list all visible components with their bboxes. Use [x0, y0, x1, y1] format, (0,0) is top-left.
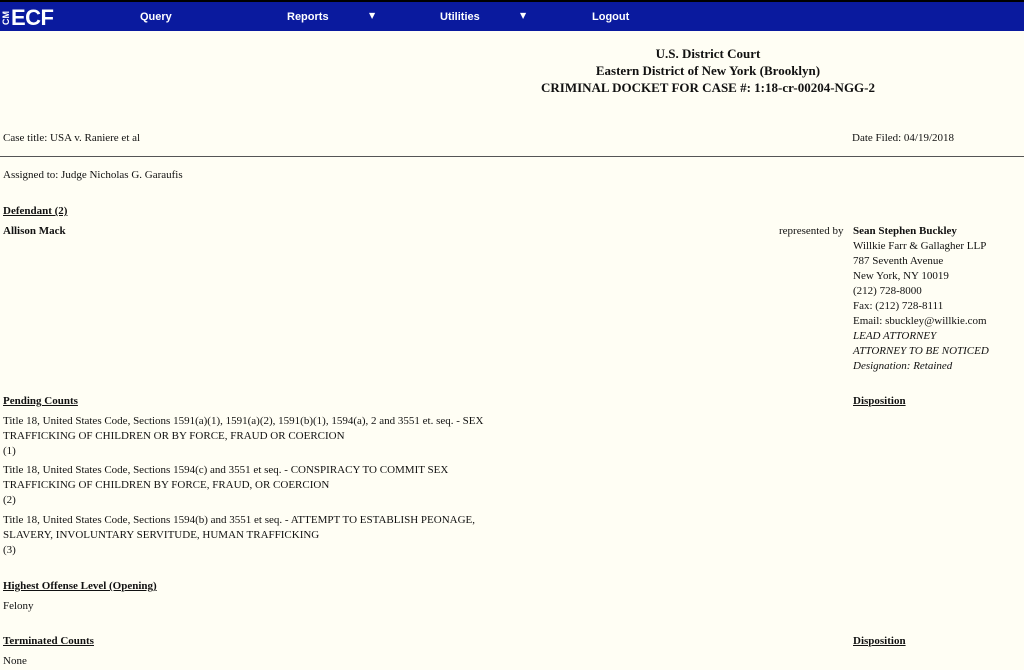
attorney-firm: Willkie Farr & Gallagher LLP — [853, 240, 987, 252]
attorney-noticed-flag: ATTORNEY TO BE NOTICED — [853, 345, 989, 357]
attorney-designation: Designation: Retained — [853, 360, 953, 372]
attorney-address-street: 787 Seventh Avenue — [853, 255, 944, 267]
attorney-address-city: New York, NY 10019 — [853, 270, 949, 282]
count-2-line-1: Title 18, United States Code, Sections 1594(c) and 3551 et seq. - CONSPIRACY TO COMMIT SEX — [3, 464, 449, 476]
top-navigation-bar — [0, 0, 1024, 31]
defendant-heading: Defendant (2) — [3, 205, 68, 217]
count-3-line-2: SLAVERY, INVOLUNTARY SERVITUDE, HUMAN TRAFFICKING — [3, 529, 320, 541]
nav-query[interactable]: Query — [140, 11, 172, 23]
court-name: U.S. District Court — [655, 46, 761, 61]
utilities-dropdown-icon[interactable]: ▼ — [520, 11, 527, 20]
logo-cm-text: CM — [1, 11, 11, 25]
count-2-number: (2) — [3, 494, 16, 506]
count-3-line-1: Title 18, United States Code, Sections 1594(b) and 3551 et seq. - ATTEMPT TO ESTABLISH PEONAGE, — [3, 514, 476, 526]
attorney-fax: Fax: (212) 728-8111 — [853, 300, 944, 312]
attorney-phone: (212) 728-8000 — [853, 285, 922, 297]
nav-logout[interactable]: Logout — [592, 11, 630, 23]
nav-utilities[interactable]: Utilities — [440, 11, 480, 23]
offense-level-value: Felony — [3, 600, 34, 612]
pending-counts-heading: Pending Counts — [3, 395, 78, 407]
cm-ecf-logo[interactable] — [2, 5, 54, 31]
nav-reports[interactable]: Reports — [287, 11, 329, 23]
date-filed: Date Filed: 04/19/2018 — [852, 132, 955, 144]
court-district: Eastern District of New York (Brooklyn) — [595, 63, 821, 78]
pending-disposition-heading: Disposition — [853, 395, 906, 407]
terminated-counts-heading: Terminated Counts — [3, 635, 94, 647]
terminated-counts-value: None — [3, 655, 27, 667]
count-2-line-2: TRAFFICKING OF CHILDREN BY FORCE, FRAUD, OR COERCION — [3, 479, 330, 491]
defendant-name: Allison Mack — [3, 225, 66, 237]
case-title: Case title: USA v. Raniere et al — [3, 132, 141, 144]
header-divider — [0, 156, 1024, 157]
count-3-number: (3) — [3, 544, 16, 556]
terminated-disposition-heading: Disposition — [853, 635, 906, 647]
reports-dropdown-icon[interactable]: ▼ — [369, 11, 376, 20]
count-1-number: (1) — [3, 445, 16, 457]
count-1-line-2: TRAFFICKING OF CHILDREN OR BY FORCE, FRAUD OR COERCION — [3, 430, 345, 442]
offense-level-heading: Highest Offense Level (Opening) — [3, 580, 157, 592]
attorney-name: Sean Stephen Buckley — [853, 225, 957, 237]
lead-attorney-flag: LEAD ATTORNEY — [853, 330, 937, 342]
attorney-email: Email: sbuckley@willkie.com — [853, 315, 987, 327]
assigned-judge: Assigned to: Judge Nicholas G. Garaufis — [3, 169, 183, 181]
represented-by-label: represented by — [779, 225, 844, 237]
count-1-line-1: Title 18, United States Code, Sections 1591(a)(1), 1591(a)(2), 1591(b)(1), 1594(a), 2 and 3551 et. seq. - SEX — [3, 415, 484, 427]
docket-title: CRIMINAL DOCKET FOR CASE #: 1:18-cr-00204-NGG-2 — [540, 80, 875, 95]
logo-ecf-text: ECF — [11, 5, 54, 30]
